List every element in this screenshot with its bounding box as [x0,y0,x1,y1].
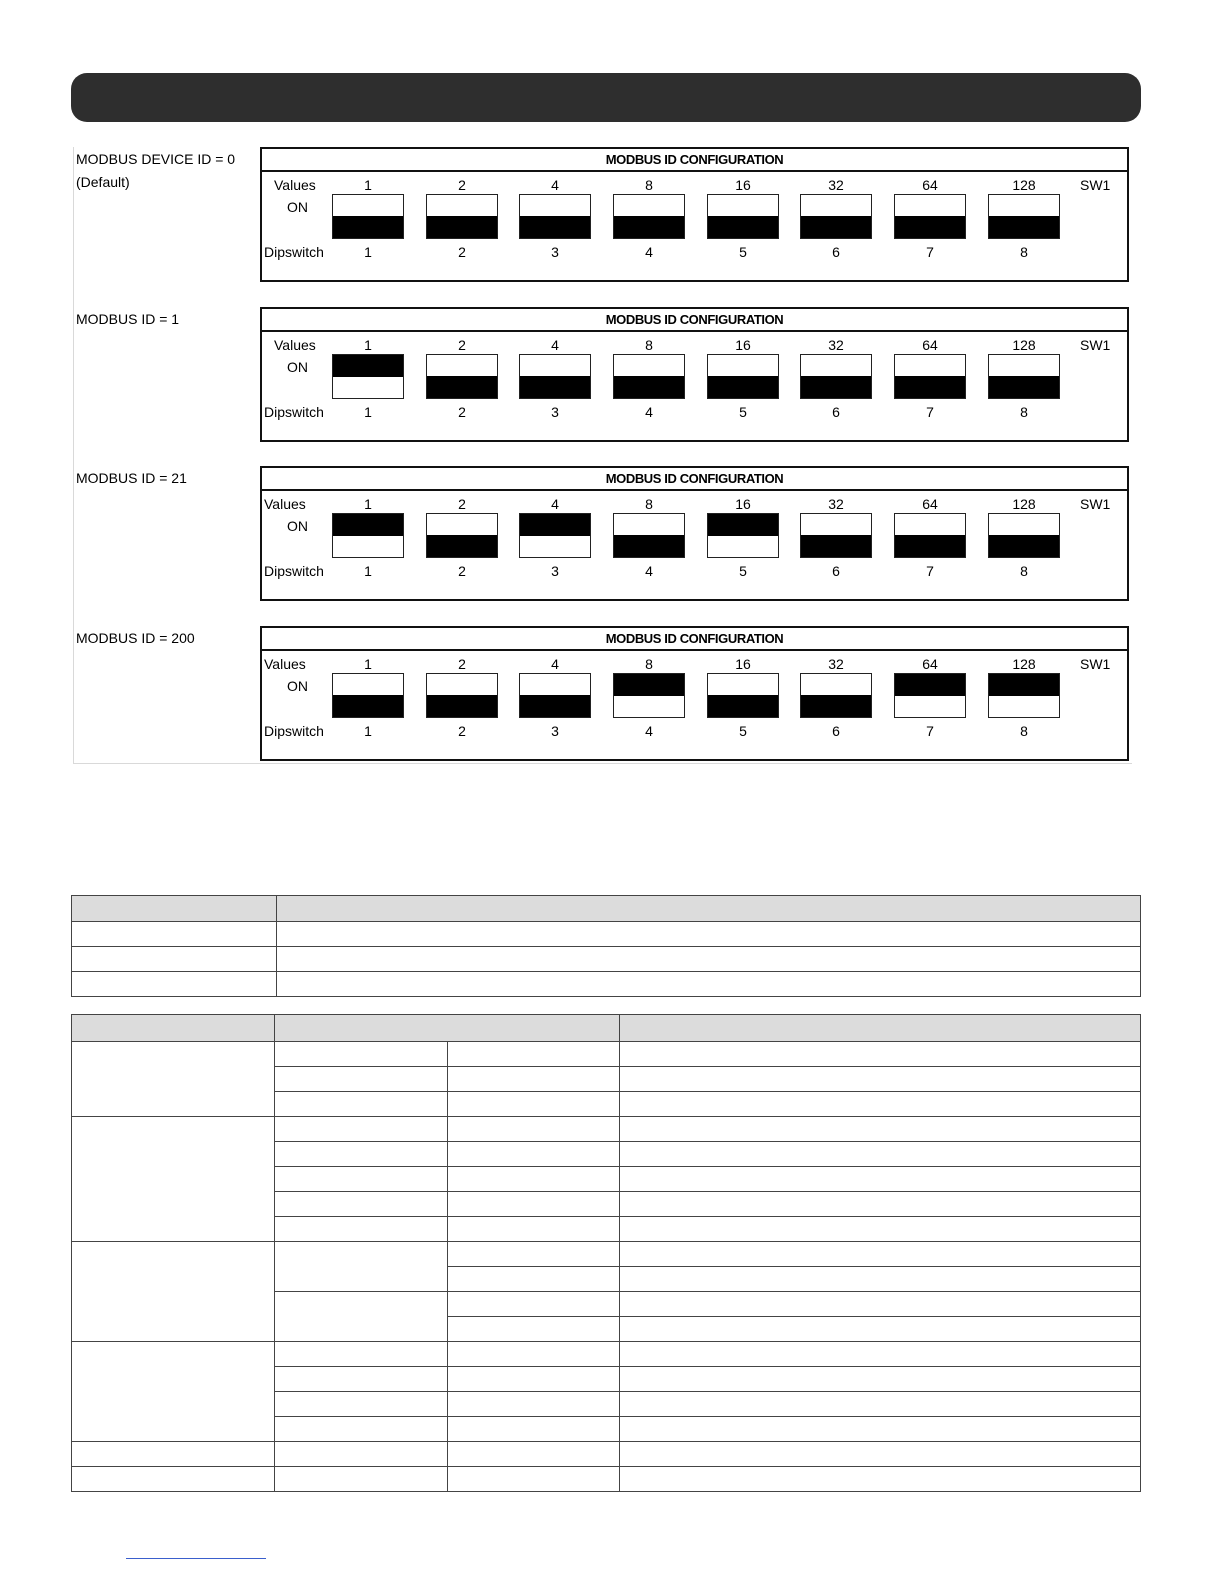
modbus-id-label: (Default) [76,174,130,190]
dip-switch-8 [988,513,1060,558]
dip-number: 6 [832,563,840,579]
modbus-id-label: MODBUS ID = 1 [76,311,180,327]
value-label: 1 [364,177,372,193]
table-row-divider [275,1391,1140,1392]
value-label: 2 [458,337,466,353]
dip-switch-knob [520,376,590,398]
dip-switch-6 [800,513,872,558]
dip-switch-knob [333,695,403,717]
dip-number: 7 [926,404,934,420]
value-label: 1 [364,496,372,512]
dip-switch-4 [613,673,685,718]
dip-switch-knob [801,695,871,717]
table-1-header-row [71,895,1141,922]
table-row-divider [275,1291,1140,1292]
dip-number: 5 [739,723,747,739]
dip-switch-knob [801,535,871,557]
dip-switch-knob [989,674,1059,696]
dip-switch-2 [426,673,498,718]
dip-switch-knob [708,514,778,536]
value-label: 64 [922,337,938,353]
dip-number: 4 [645,723,653,739]
dip-switch-2 [426,194,498,239]
dip-switch-7 [894,513,966,558]
value-label: 128 [1012,177,1036,193]
values-label: Values [264,656,306,672]
dip-switch-3 [519,354,591,399]
table-row [71,922,1141,947]
table-row-divider [275,1366,1140,1367]
value-label: 64 [922,496,938,512]
config-title: MODBUS ID CONFIGURATION [262,309,1127,332]
dip-number: 4 [645,244,653,260]
dip-switch-knob [895,535,965,557]
dip-switch-1 [332,513,404,558]
footer-link-underline [126,1558,266,1559]
table-row-divider [275,1191,1140,1192]
dip-number: 1 [364,723,372,739]
dip-switch-6 [800,194,872,239]
sw1-label: SW1 [1080,337,1111,353]
dipswitch-label: Dipswitch [264,563,324,579]
dip-number: 1 [364,244,372,260]
value-label: 2 [458,177,466,193]
modbus-config-box [260,626,1129,761]
modbus-config-box [260,147,1129,282]
dip-number: 5 [739,244,747,260]
value-label: 16 [735,337,751,353]
dip-switch-3 [519,513,591,558]
sw1-label: SW1 [1080,656,1111,672]
dip-number: 2 [458,404,466,420]
value-label: 4 [551,496,559,512]
dip-number: 1 [364,404,372,420]
section-header-bar [71,73,1141,122]
sw1-label: SW1 [1080,496,1111,512]
dip-number: 7 [926,723,934,739]
on-label: ON [287,199,308,215]
value-label: 1 [364,337,372,353]
value-label: 8 [645,656,653,672]
dip-switch-1 [332,354,404,399]
sw1-label: SW1 [1080,177,1111,193]
dip-switch-8 [988,673,1060,718]
value-label: 4 [551,337,559,353]
table-row-divider [72,1441,1140,1442]
dip-switch-knob [708,376,778,398]
value-label: 16 [735,177,751,193]
config-title: MODBUS ID CONFIGURATION [262,468,1127,491]
table-2-header-row [72,1015,1140,1041]
dip-switch-knob [333,355,403,377]
value-label: 2 [458,656,466,672]
value-label: 128 [1012,656,1036,672]
dip-number: 8 [1020,404,1028,420]
dip-switch-8 [988,194,1060,239]
dip-switch-1 [332,194,404,239]
value-label: 4 [551,177,559,193]
dip-switch-knob [708,216,778,238]
table-row-divider [447,1316,1140,1317]
dip-number: 5 [739,563,747,579]
dip-switch-knob [427,535,497,557]
value-label: 32 [828,337,844,353]
dip-switch-7 [894,354,966,399]
value-label: 8 [645,496,653,512]
dip-switch-5 [707,673,779,718]
table-row-divider [72,1466,1140,1467]
table-row-divider [275,1216,1140,1217]
value-label: 16 [735,656,751,672]
dip-number: 3 [551,723,559,739]
value-label: 2 [458,496,466,512]
value-label: 4 [551,656,559,672]
modbus-id-label: MODBUS ID = 21 [76,470,187,486]
dip-switch-4 [613,513,685,558]
dip-switch-5 [707,354,779,399]
dip-switch-knob [614,216,684,238]
table-row [71,947,1141,972]
dip-number: 3 [551,244,559,260]
value-label: 16 [735,496,751,512]
dip-switch-3 [519,673,591,718]
dip-switch-knob [333,514,403,536]
dip-number: 6 [832,244,840,260]
dip-switch-1 [332,673,404,718]
modbus-config-box [260,466,1129,601]
dip-switch-knob [427,216,497,238]
modbus-id-label: MODBUS DEVICE ID = 0 [76,151,236,167]
table-row-divider [72,1341,1140,1342]
table-row-divider [72,1241,1140,1242]
table-column-divider [447,1041,448,1491]
on-label: ON [287,518,308,534]
dipswitch-label: Dipswitch [264,723,324,739]
modbus-config-box [260,307,1129,442]
dip-number: 5 [739,404,747,420]
on-label: ON [287,678,308,694]
table-column-divider [274,1015,275,1491]
value-label: 8 [645,177,653,193]
table-row-divider [72,1116,1140,1117]
value-label: 8 [645,337,653,353]
modbus-id-label: MODBUS ID = 200 [76,630,195,646]
dip-number: 4 [645,563,653,579]
value-label: 128 [1012,496,1036,512]
dip-number: 1 [364,563,372,579]
dip-switch-4 [613,354,685,399]
value-label: 32 [828,656,844,672]
config-title: MODBUS ID CONFIGURATION [262,628,1127,651]
dip-switch-6 [800,354,872,399]
dip-switch-5 [707,513,779,558]
dip-switch-knob [895,216,965,238]
dip-switch-2 [426,513,498,558]
value-label: 128 [1012,337,1036,353]
value-label: 32 [828,177,844,193]
dip-switch-8 [988,354,1060,399]
dip-switch-knob [614,674,684,696]
value-label: 64 [922,656,938,672]
dip-switch-knob [989,535,1059,557]
table-row [71,972,1141,997]
table-row-divider [275,1091,1140,1092]
dip-switch-knob [708,695,778,717]
dip-switch-knob [520,216,590,238]
dip-switch-knob [989,216,1059,238]
dip-switch-4 [613,194,685,239]
dip-number: 8 [1020,723,1028,739]
dip-switch-knob [989,376,1059,398]
values-label: Values [274,337,316,353]
dip-number: 3 [551,404,559,420]
dip-number: 2 [458,563,466,579]
dip-switch-knob [520,514,590,536]
dip-switch-knob [801,216,871,238]
dip-number: 4 [645,404,653,420]
dip-switch-knob [427,695,497,717]
value-label: 32 [828,496,844,512]
value-label: 1 [364,656,372,672]
dip-switch-7 [894,673,966,718]
dip-number: 8 [1020,244,1028,260]
dip-switch-knob [427,376,497,398]
dip-number: 3 [551,563,559,579]
dipswitch-label: Dipswitch [264,244,324,260]
dip-number: 7 [926,563,934,579]
dip-number: 7 [926,244,934,260]
dip-switch-knob [801,376,871,398]
values-label: Values [264,496,306,512]
dip-switch-knob [520,695,590,717]
values-label: Values [274,177,316,193]
dip-number: 8 [1020,563,1028,579]
table-row-divider [447,1266,1140,1267]
dip-switch-3 [519,194,591,239]
table-row-divider [72,1041,1140,1042]
table-row-divider [275,1416,1140,1417]
dip-number: 2 [458,723,466,739]
dip-switch-knob [333,216,403,238]
dip-switch-knob [895,376,965,398]
table-row-divider [275,1166,1140,1167]
dip-switch-knob [614,376,684,398]
dip-switch-2 [426,354,498,399]
dip-number: 6 [832,404,840,420]
dip-switch-6 [800,673,872,718]
dip-switch-knob [895,674,965,696]
on-label: ON [287,359,308,375]
dip-number: 6 [832,723,840,739]
dip-number: 2 [458,244,466,260]
value-label: 64 [922,177,938,193]
table-2-frame [71,1014,1141,1492]
dip-switch-5 [707,194,779,239]
table-row-divider [275,1066,1140,1067]
dipswitch-label: Dipswitch [264,404,324,420]
dip-switch-knob [614,535,684,557]
table-column-divider [619,1015,620,1491]
dip-switch-7 [894,194,966,239]
table-row-divider [275,1141,1140,1142]
config-title: MODBUS ID CONFIGURATION [262,149,1127,172]
